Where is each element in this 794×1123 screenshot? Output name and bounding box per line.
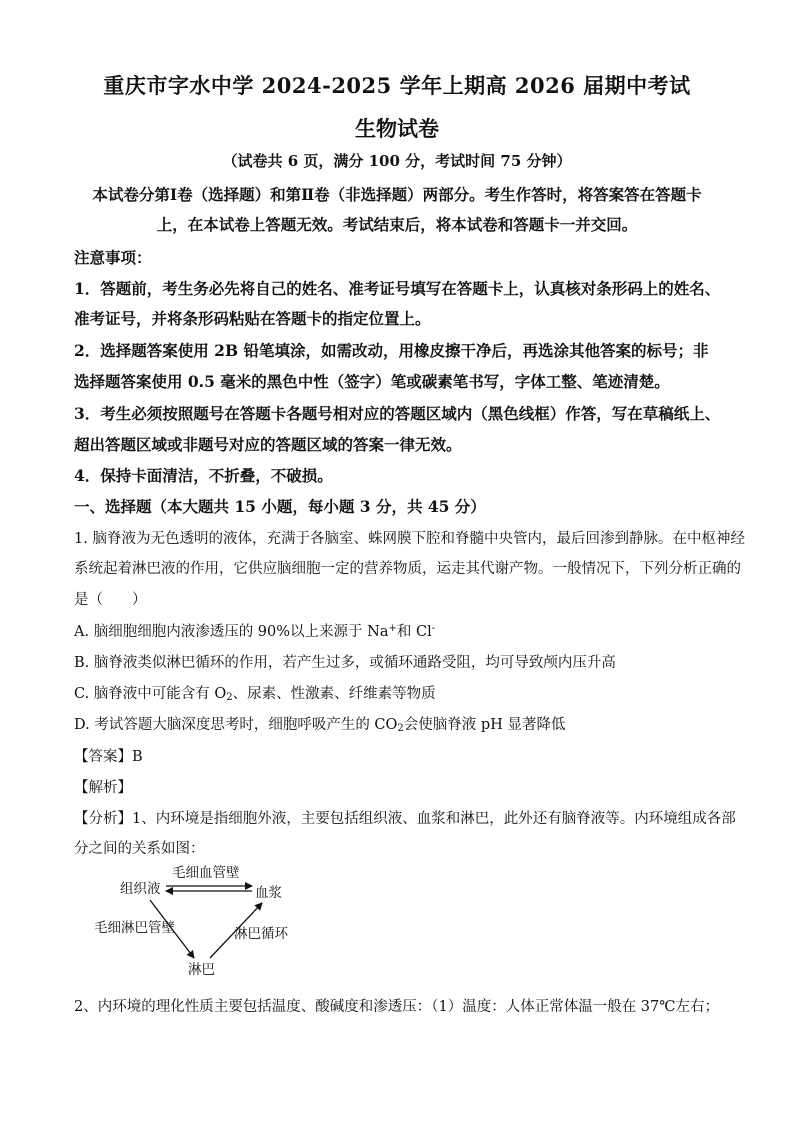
q1-stem-2: 系统起着淋巴液的作用，它供应脑细胞一定的营养物质，运走其代谢产物。一般情况下，下列分析正确的: [74, 561, 741, 577]
note-1a: 1．答题前，考生务必先将自己的姓名、准考证号填写在答题卡上，认真核对条形码上的姓名、: [74, 279, 721, 298]
q1-analysis-1: 【分析】1、内环境是指细胞外液，主要包括组织液、血浆和淋巴，此外还有脑脊液等。内环境组成各部: [74, 811, 736, 827]
note-3a: 3．考生必须按照题号在答题卡各题号相对应的答题区域内（黑色线框）作答，写在草稿纸上、: [74, 404, 721, 423]
q1-option-a: A. 脑细胞细胞内液渗透压的 90%以上来源于 Na+和 Cl-: [74, 623, 436, 640]
q1-option-b: B. 脑脊液类似淋巴循环的作用，若产生过多，或循环通路受阻，均可导致颅内压升高: [74, 655, 616, 671]
body-fluid-diagram: [94, 860, 310, 985]
note-2b: 选择题答案使用 0.5 毫米的黑色中性（签字）笔或碳素笔书写，字体工整、笔迹清楚。: [74, 372, 670, 391]
q1-stem-1: 1. 脑脊液为无色透明的液体，充满于各脑室、蛛网膜下腔和脊髓中央管内，最后回渗到静脉。在中枢神经: [74, 531, 745, 547]
label-capillary-wall: 毛细血管壁: [172, 865, 240, 881]
q1-option-c: C. 脑脊液中可能含有 $O_2$、尿素、性激素、纤维素等物质: [74, 686, 436, 703]
note-4: 4．保持卡面清洁，不折叠，不破损。: [74, 466, 333, 485]
q1-option-d: D. 考试答题大脑深度思考时，细胞呼吸产生的 $CO_2$会使脑脊液 pH 显著降低: [74, 717, 566, 734]
subject-title: 生物试卷: [355, 116, 439, 141]
note-2a: 2．选择题答案使用 2B 铅笔填涂，如需改动，用橡皮擦干净后，再选涂其他答案的标号；非: [74, 341, 709, 360]
school-title: 重庆市字水中学 2024-2025 学年上期高 2026 届期中考试: [103, 73, 691, 98]
node-tissue-fluid: 组织液: [120, 881, 161, 897]
q1-analysis-2: 分之间的关系如图：: [74, 841, 205, 857]
note-3b: 超出答题区域或非题号对应的答题区域的答案一律无效。: [74, 435, 462, 454]
q1-analysis-3: 2、内环境的理化性质主要包括温度、酸碱度和渗透压：（1）温度：人体正常体温一般在 37℃左右；: [74, 999, 719, 1015]
exam-info: （试卷共 6 页，满分 100 分，考试时间 75 分钟）: [222, 152, 572, 170]
q1-explain-heading: 【解析】: [74, 780, 132, 796]
q1-answer: 【答案】B: [74, 749, 143, 765]
label-lymph-circulation: 淋巴循环: [234, 926, 288, 942]
intro-line-2: 上，在本试卷上答题无效。考试结束后，将本试卷和答题卡一并交回。: [156, 215, 638, 234]
notes-heading: 注意事项：: [74, 248, 152, 267]
note-1b: 准考证号，并将条形码粘贴在答题卡的指定位置上。: [74, 309, 431, 328]
q1-stem-3: 是（ ）: [74, 592, 147, 608]
node-lymph: 淋巴: [188, 962, 215, 978]
node-plasma: 血浆: [255, 885, 282, 901]
section-heading: 一、选择题（本大题共 15 小题，每小题 3 分，共 45 分）: [74, 497, 486, 516]
label-lymph-capillary-wall: 毛细淋巴管壁: [94, 920, 175, 936]
intro-line-1: 本试卷分第Ⅰ卷（选择题）和第Ⅱ卷（非选择题）两部分。考生作答时，将答案答在答题卡: [92, 185, 702, 204]
